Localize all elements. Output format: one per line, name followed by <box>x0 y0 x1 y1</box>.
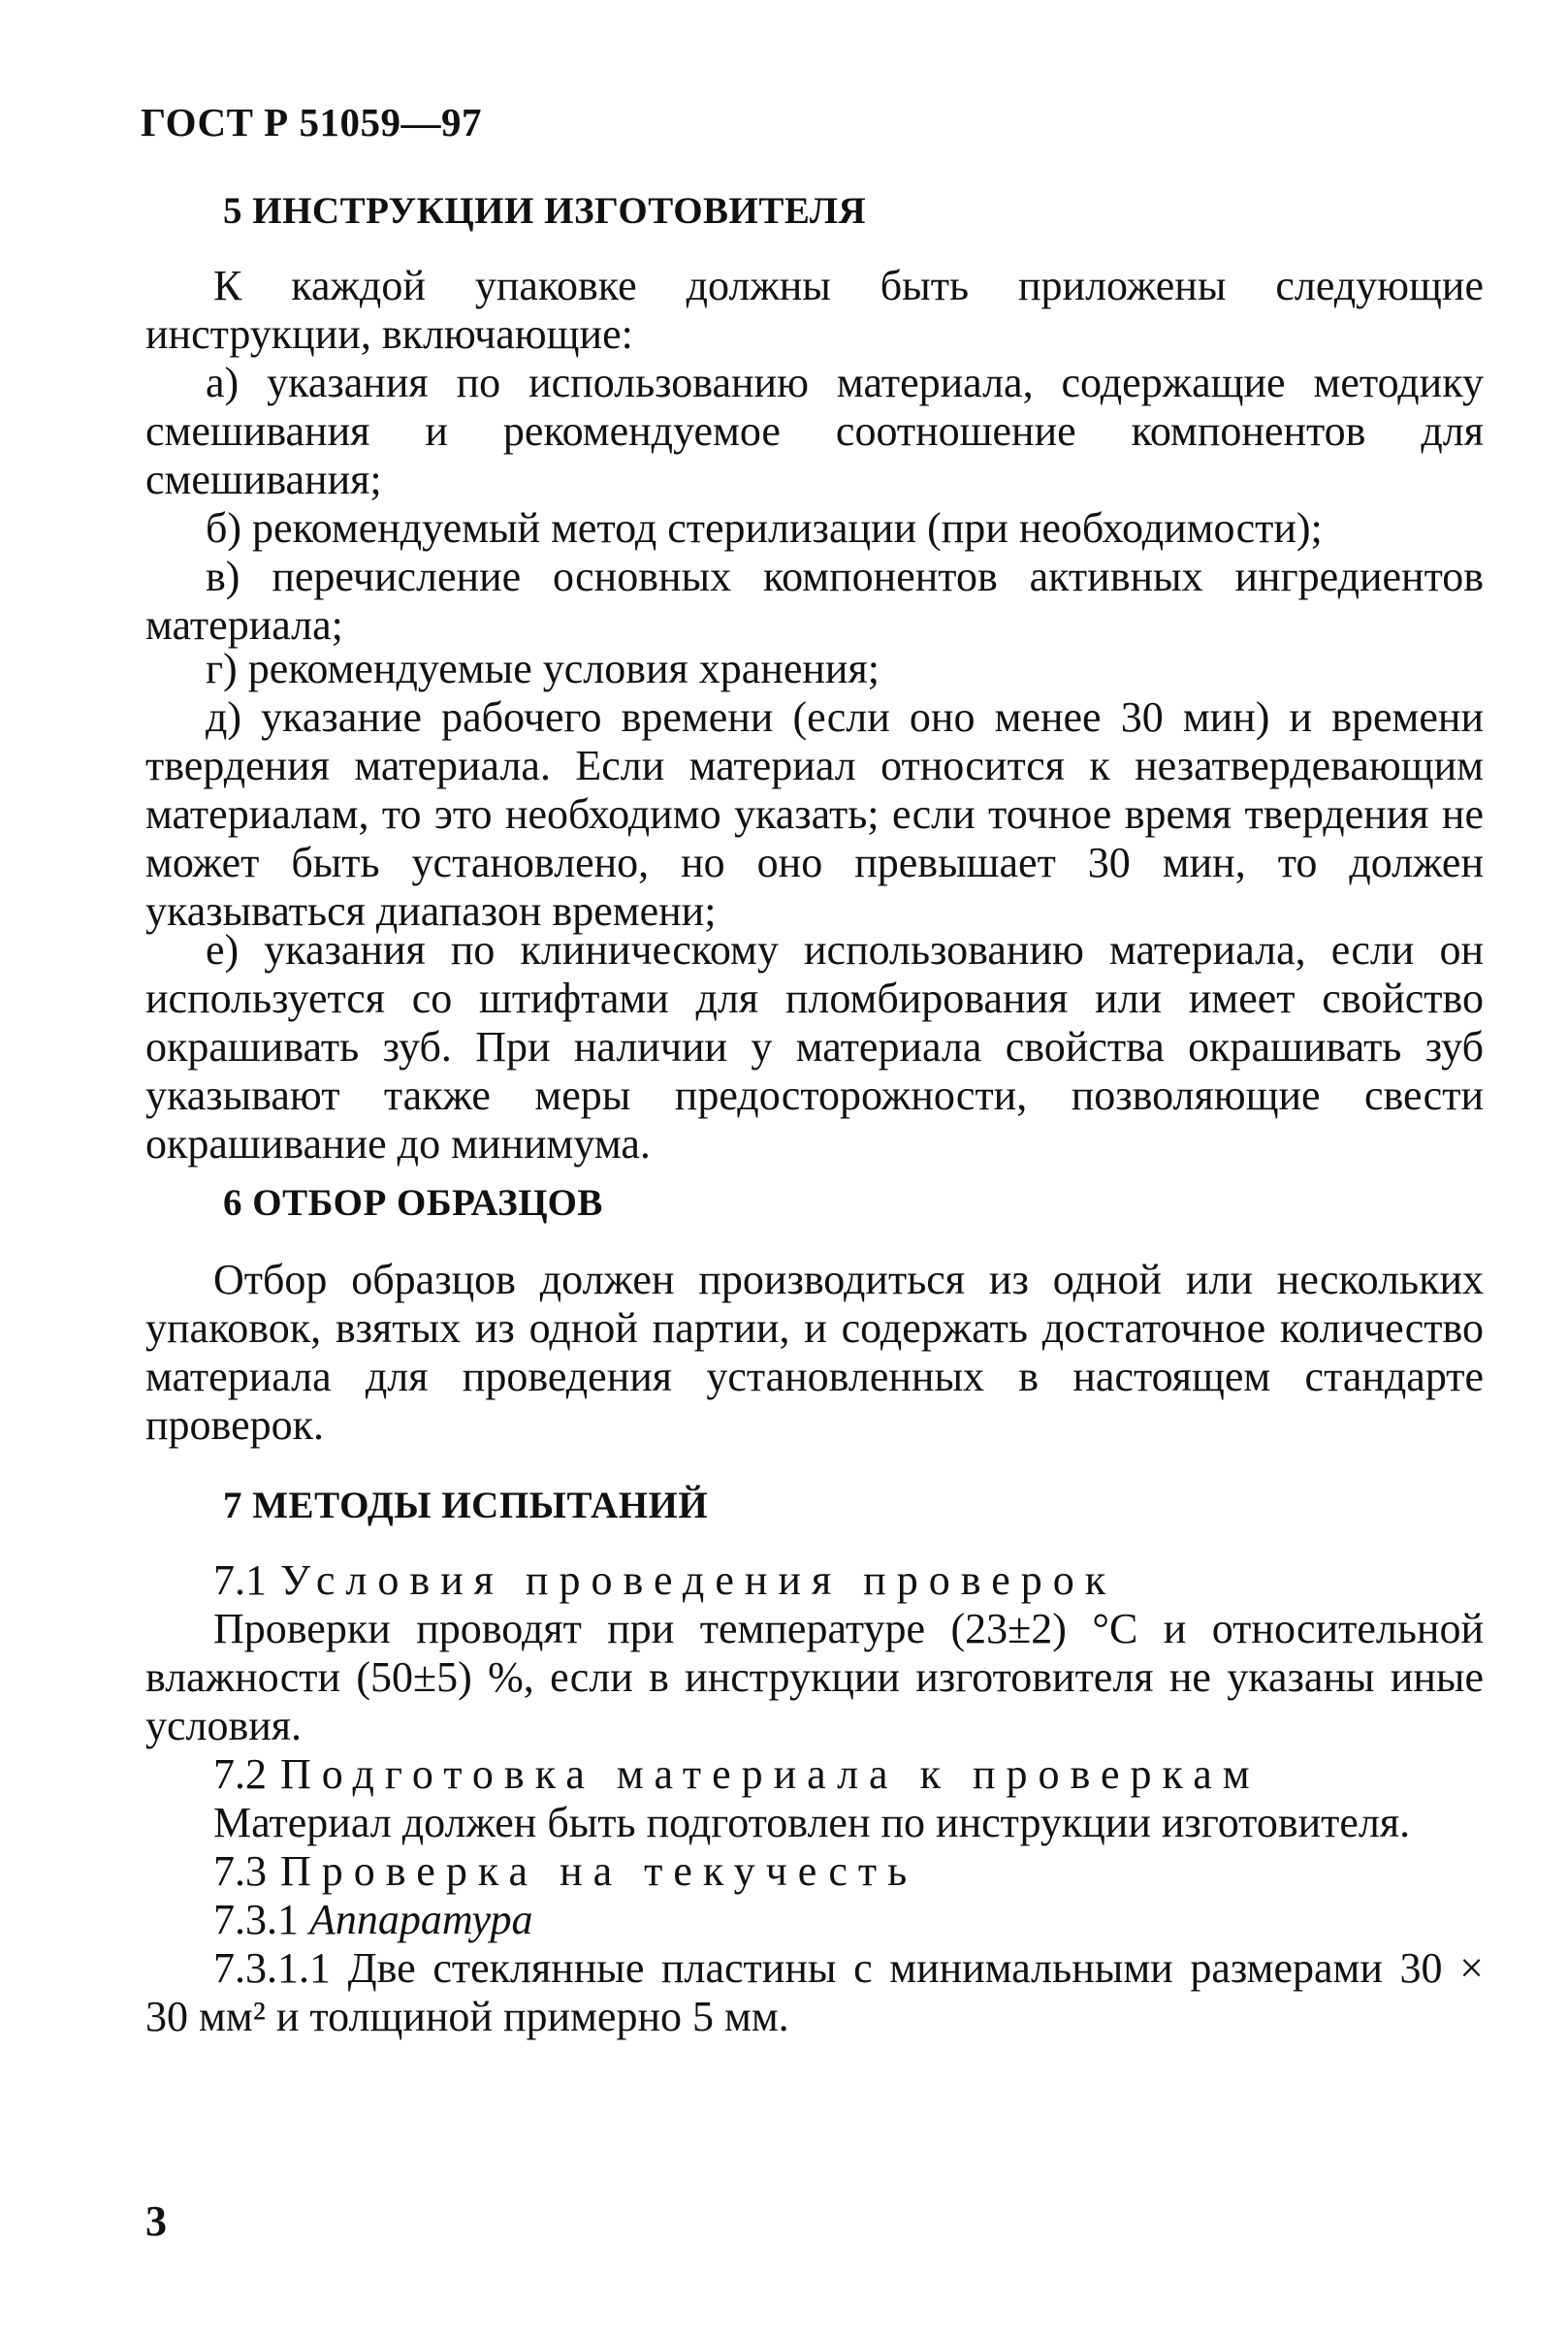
subsection-7-1-title <box>213 1556 1116 1605</box>
section-7-heading: 7 МЕТОДЫ ИСПЫТАНИЙ <box>223 1485 709 1526</box>
subsection-7-3-title <box>213 1847 917 1896</box>
subsection-7-3-1-number: 7.3.1 <box>213 1896 299 1943</box>
subsection-7-2-number: 7.2 <box>213 1750 267 1798</box>
section-5-item-d: д) указание рабочего времени (если оно менее 30 мин) и времени твердения материала. Если материал относится к незатвердевающим материалам, то это необходимо указать; если точное время твердения не может быть установлено, но оно превышает 30 мин, то должен указываться диапазон времени; <box>145 693 1484 935</box>
page-number: 3 <box>145 2197 167 2245</box>
subsection-7-3-1-title <box>213 1896 533 1944</box>
subsection-7-1-number: 7.1 <box>213 1556 267 1604</box>
section-5-heading: 5 ИНСТРУКЦИИ ИЗГОТОВИТЕЛЯ <box>223 190 867 232</box>
subsection-7-2-title <box>213 1750 1261 1799</box>
subsection-7-3-1-1-text: 7.3.1.1 Две стеклянные пластины с минимальными размерами 30 × 30 мм² и толщиной примерно 5 мм. <box>145 1944 1484 2040</box>
subsection-7-2-text: Материал должен быть подготовлен по инструкции изготовителя. <box>213 1799 1411 1846</box>
standard-code: ГОСТ Р 51059—97 <box>141 100 482 144</box>
subsection-7-2-label: Подготовка материала к проверкам <box>280 1750 1261 1798</box>
subsection-7-3-number: 7.3 <box>213 1847 267 1895</box>
subsection-7-3-label: Проверка на текучесть <box>280 1847 918 1895</box>
section-5-intro: К каждой упаковке должны быть приложены следующие инструкции, включающие: <box>145 262 1484 358</box>
section-5-item-a: а) указания по использованию материала, содержащие методику смешивания и рекомендуемое соотношение компонентов для смешивания; <box>145 359 1484 503</box>
section-6-text: Отбор образцов должен производиться из одной или нескольких упаковок, взятых из одной партии, и содержать достаточное количество материала для проведения установленных в настоящем стандарте проверок. <box>145 1256 1484 1449</box>
section-5-item-b: б) рекомендуемый метод стерилизации (при необходимости); <box>206 504 1323 552</box>
subsection-7-1-text: Проверки проводят при температуре (23±2) °С и относительной влажности (50±5) %, если в инструкции изготовителя не указаны иные условия. <box>145 1605 1484 1749</box>
section-5-item-e: е) указания по клиническому использованию материала, если он используется со штифтами для пломбирования или имеет свойство окрашивать зуб. При наличии у материала свойства окрашивать зуб указывают также меры предосторожности, позволяющие свести окрашивание до минимума. <box>145 926 1484 1168</box>
subsection-7-3-1-label: Аппаратура <box>309 1896 533 1943</box>
section-5-item-g: г) рекомендуемые условия хранения; <box>206 645 880 692</box>
section-6-heading: 6 ОТБОР ОБРАЗЦОВ <box>223 1182 603 1224</box>
section-5-item-v: в) перечисление основных компонентов активных ингредиентов материала; <box>145 553 1484 649</box>
subsection-7-1-label: Условия проведения проверок <box>280 1556 1117 1604</box>
